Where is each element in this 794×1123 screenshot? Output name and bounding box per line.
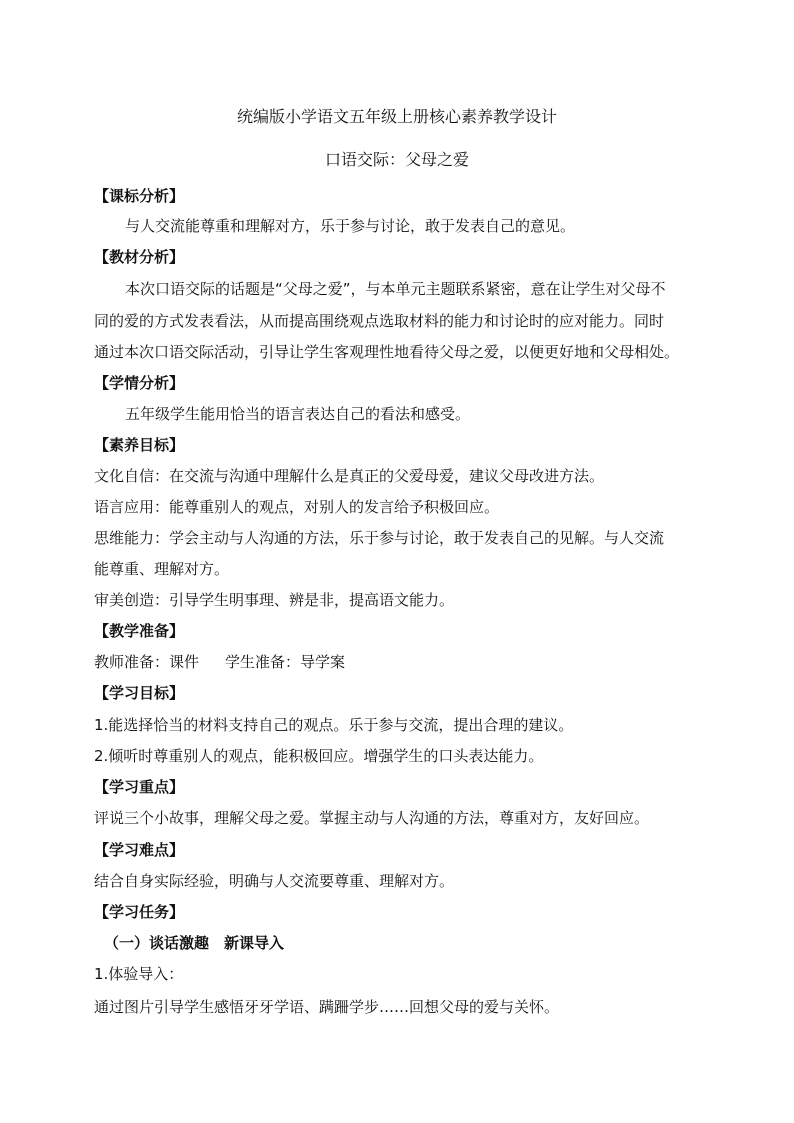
textbook-line: 通过本次口语交际活动，引导让学生客观理性地看待父母之爱，以便更好地和父母相处。 <box>94 343 680 361</box>
literacy-line: 能尊重、理解对方。 <box>94 560 230 578</box>
literacy-line: 文化自信：在交流与沟通中理解什么是真正的父爱母爱，建议父母改进方法。 <box>94 467 605 485</box>
task-subheading: （一）谈话激趣 新课导入 <box>104 934 285 952</box>
learner-text: 五年级学生能用恰当的语言表达自己的看法和感受。 <box>125 405 471 423</box>
section-heading-curriculum: 【课标分析】 <box>94 187 185 205</box>
document-subtitle: 口语交际：父母之爱 <box>324 150 469 169</box>
textbook-line: 同的爱的方式发表看法，从而提高围绕观点选取材料的能力和讨论时的应对能力。同时 <box>94 312 665 330</box>
section-heading-learner: 【学情分析】 <box>94 374 185 392</box>
key-points-text: 评说三个小故事，理解父母之爱。掌握主动与人沟通的方法，尊重对方，友好回应。 <box>94 809 650 827</box>
section-heading-textbook: 【教材分析】 <box>94 248 185 266</box>
section-heading-difficulties: 【学习难点】 <box>94 841 185 859</box>
objective-item: 2.倾听时尊重别人的观点，能积极回应。增强学生的口头表达能力。 <box>94 747 544 765</box>
section-heading-tasks: 【学习任务】 <box>94 903 185 921</box>
teacher-prep: 教师准备：课件 <box>94 653 200 671</box>
student-prep: 学生准备：导学案 <box>225 653 346 671</box>
prep-line <box>94 652 345 672</box>
document-title: 统编版小学语文五年级上册核心素养教学设计 <box>236 107 557 126</box>
task-step: 1.体验导入： <box>94 965 184 983</box>
literacy-line: 思维能力：学会主动与人沟通的方法，乐于参与讨论，敢于发表自己的见解。与人交流 <box>94 529 665 547</box>
section-heading-objectives: 【学习目标】 <box>94 684 185 702</box>
section-heading-prep: 【教学准备】 <box>94 622 185 640</box>
textbook-line: 本次口语交际的话题是“父母之爱”，与本单元主题联系紧密，意在让学生对父母不 <box>125 280 666 298</box>
section-heading-literacy: 【素养目标】 <box>94 436 185 454</box>
difficulties-text: 结合自身实际经验，明确与人交流要尊重、理解对方。 <box>94 872 455 890</box>
literacy-line: 语言应用：能尊重别人的观点，对别人的发言给予积极回应。 <box>94 498 500 516</box>
task-step-text: 通过图片引导学生感悟牙牙学语、蹒跚学步……回想父母的爱与关怀。 <box>94 998 560 1016</box>
objective-item: 1.能选择恰当的材料支持自己的观点。乐于参与交流，提出合理的建议。 <box>94 716 574 734</box>
section-heading-key-points: 【学习重点】 <box>94 778 185 796</box>
literacy-line: 审美创造：引导学生明事理、辨是非，提高语文能力。 <box>94 591 455 609</box>
curriculum-text: 与人交流能尊重和理解对方，乐于参与讨论，敢于发表自己的意见。 <box>125 217 576 235</box>
